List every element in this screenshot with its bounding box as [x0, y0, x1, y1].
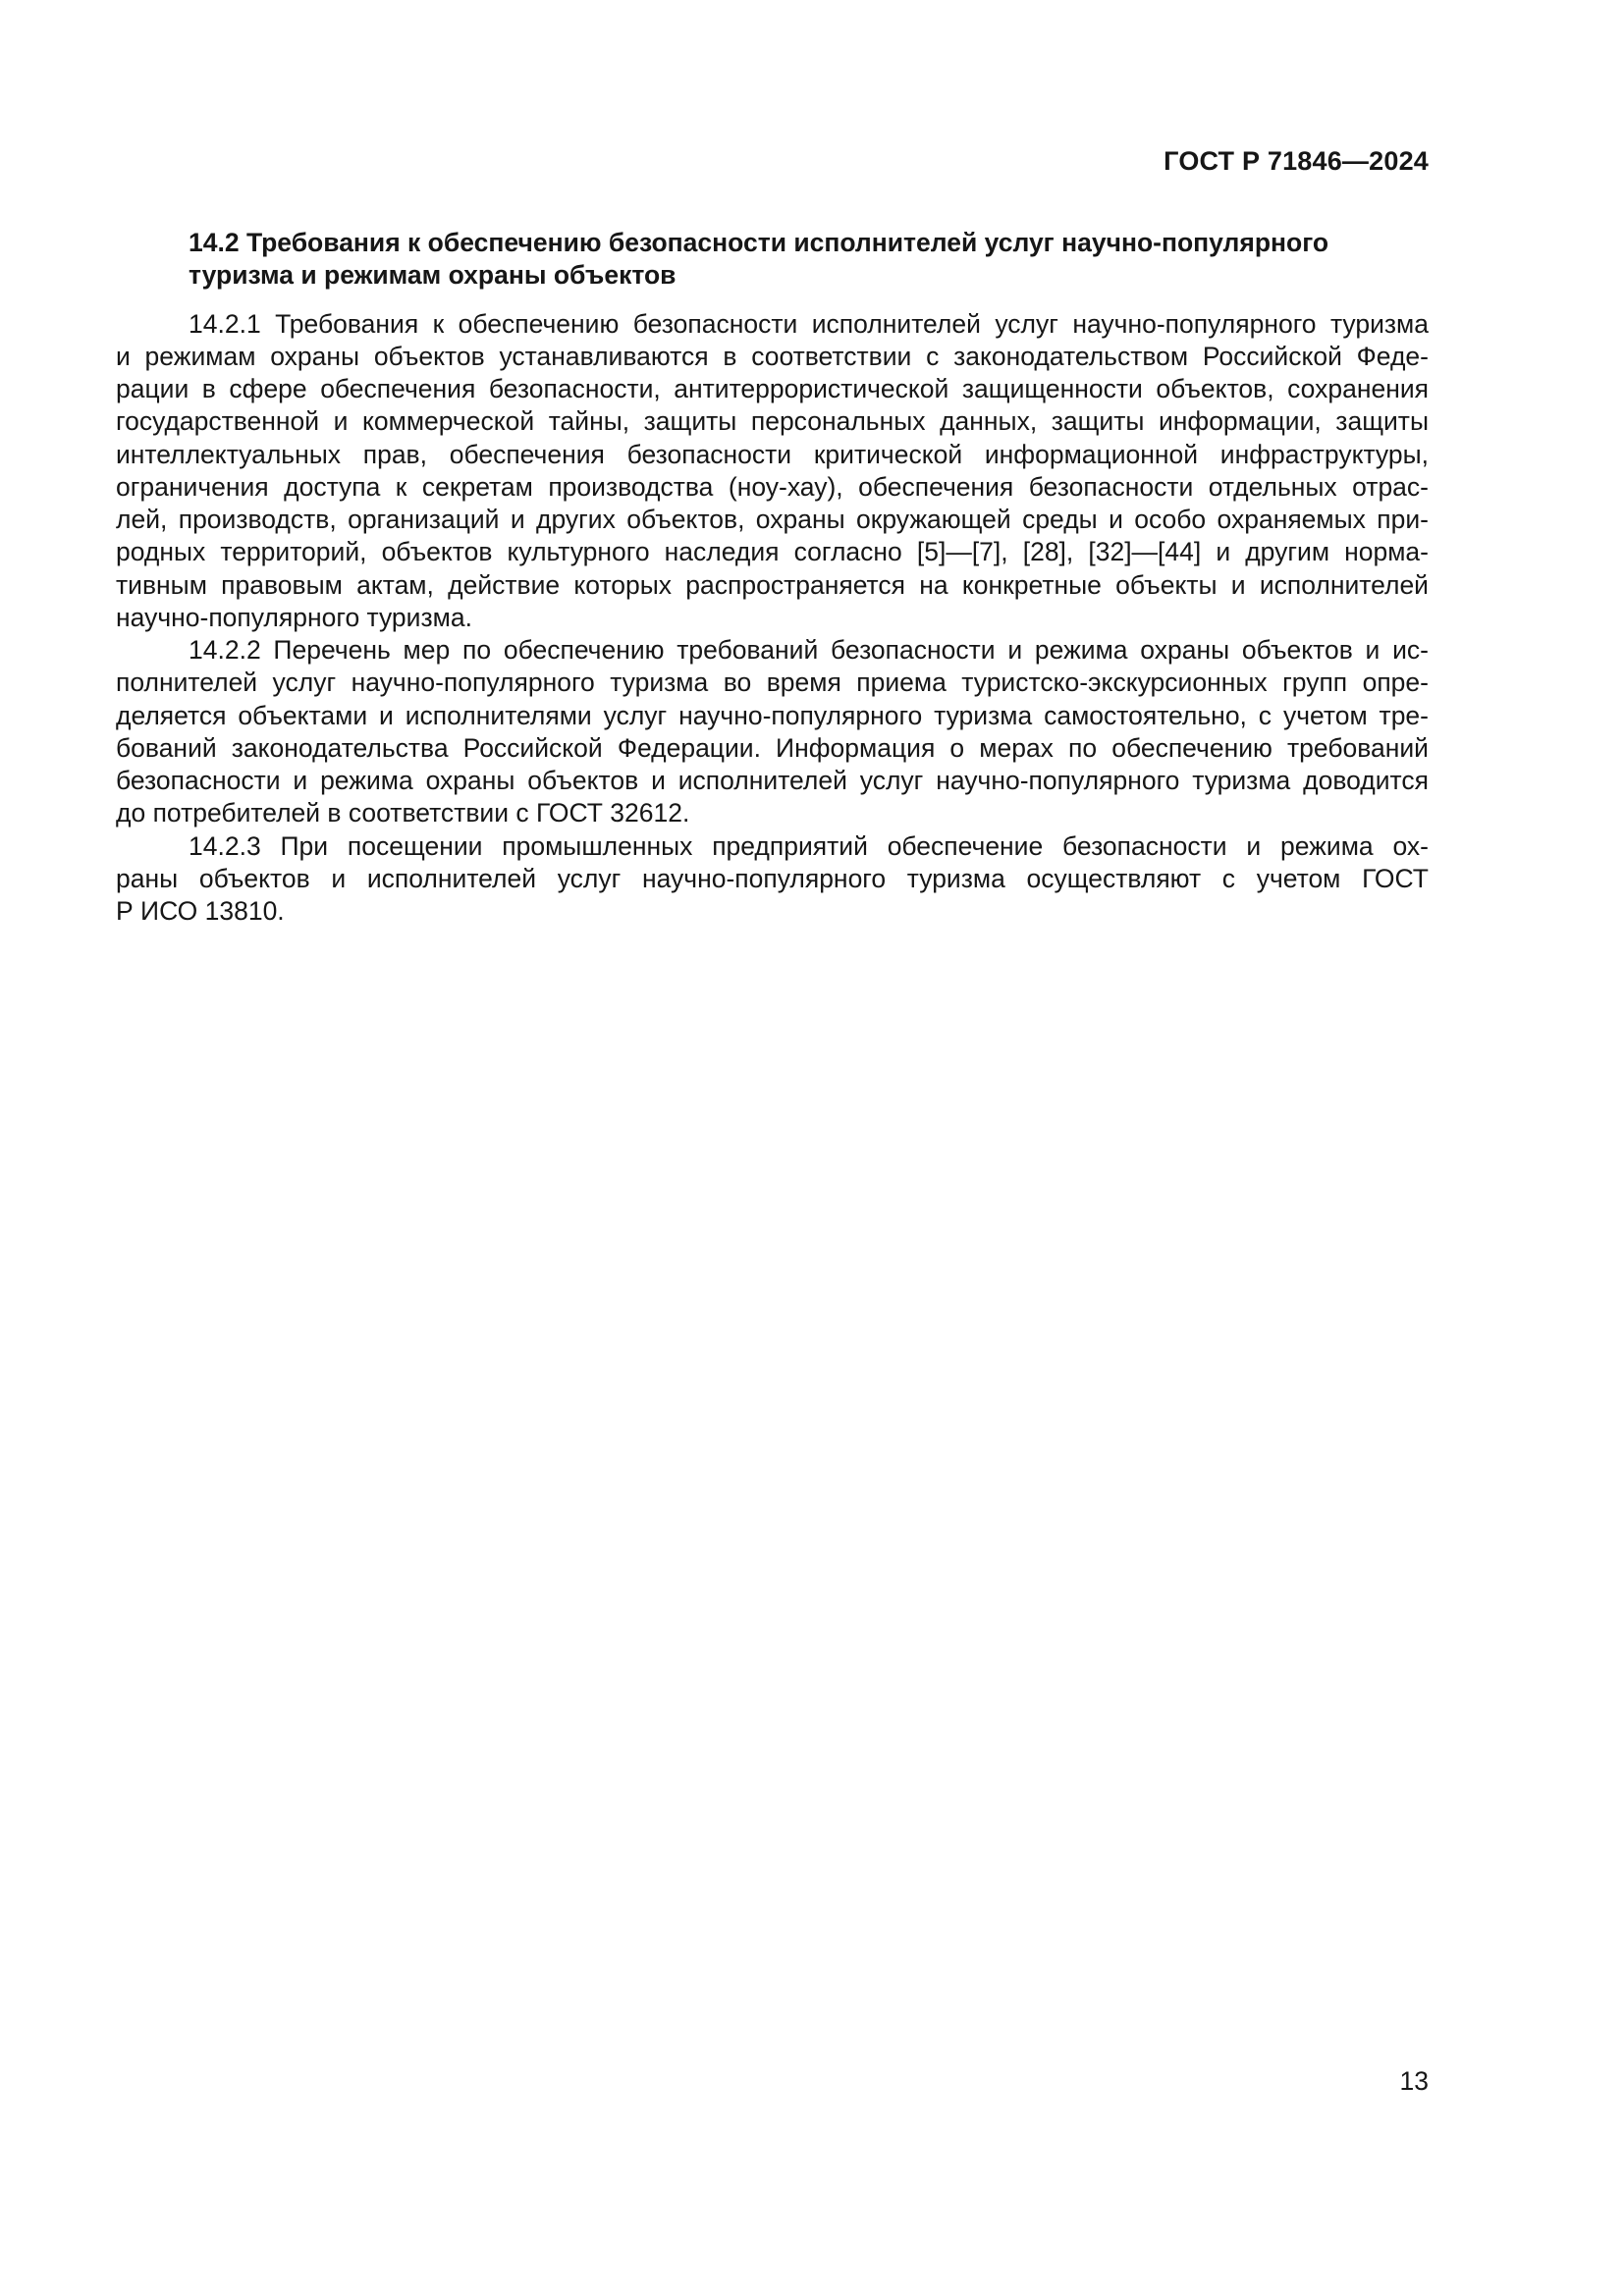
text-line: Р ИСО 13810.	[116, 896, 285, 926]
text-line: тивным правовым актам, действие которых распространяется на конкретные объекты и исполнителей	[116, 569, 1429, 600]
paragraphs	[116, 308, 1429, 929]
section-heading-line: туризма и режимам охраны объектов	[189, 260, 677, 291]
text-line: полнителей услуг научно-популярного туризма во время приема туристско-экскурсионных групп опре-	[116, 667, 1429, 698]
paragraph	[116, 634, 1429, 830]
text-line: бований законодательства Российской Федерации. Информация о мерах по обеспечению требований	[116, 732, 1429, 763]
section-heading	[116, 227, 1429, 293]
text-line: лей, производств, организаций и других объектов, охраны окружающей среды и особо охраняемых при-	[116, 505, 1429, 534]
text-line: 14.2.2 Перечень мер по обеспечению требований безопасности и режима охраны объектов и ис-	[189, 635, 1429, 665]
page-number: 13	[1399, 2066, 1429, 2096]
text-line: ограничения доступа к секретам производства (ноу-хау), обеспечения безопасности отдельных отрас-	[116, 471, 1429, 502]
text-line: интеллектуальных прав, обеспечения безопасности критической информационной инфраструктуры,	[116, 439, 1429, 469]
section-heading-line: 14.2 Требования к обеспечению безопасности исполнителей услуг научно-популярного	[189, 228, 1329, 257]
text-line: государственной и коммерческой тайны, защиты персональных данных, защиты информации, защиты	[116, 406, 1429, 437]
text-line: научно-популярного туризма.	[116, 602, 472, 632]
text-line: и режимам охраны объектов устанавливаются в соответствии с законодательством Российской Феде-	[116, 341, 1429, 371]
text-line: до потребителей в соответствии с ГОСТ 32612.	[116, 798, 690, 828]
text-line: родных территорий, объектов культурного наследия согласно [5]—[7], [28], [32]—[44] и другим норма-	[116, 537, 1429, 567]
text-line: деляется объектами и исполнителями услуг научно-популярного туризма самостоятельно, с учетом тре-	[116, 700, 1429, 730]
text-line: безопасности и режима охраны объектов и исполнителей услуг научно-популярного туризма доводится	[116, 766, 1429, 795]
text-line: 14.2.1 Требования к обеспечению безопасности исполнителей услуг научно-популярного туризма	[189, 308, 1429, 339]
paragraph	[116, 830, 1429, 929]
text-line: рации в сфере обеспечения безопасности, антитеррористической защищенности объектов, сохранения	[116, 374, 1429, 403]
text-line: раны объектов и исполнителей услуг научно-популярного туризма осуществляют с учетом ГОСТ	[116, 863, 1429, 893]
section-content	[116, 227, 1429, 928]
running-header: ГОСТ Р 71846—2024	[1164, 146, 1429, 176]
paragraph	[116, 308, 1429, 635]
text-line: 14.2.3 При посещении промышленных предприятий обеспечение безопасности и режима ох-	[189, 830, 1429, 861]
